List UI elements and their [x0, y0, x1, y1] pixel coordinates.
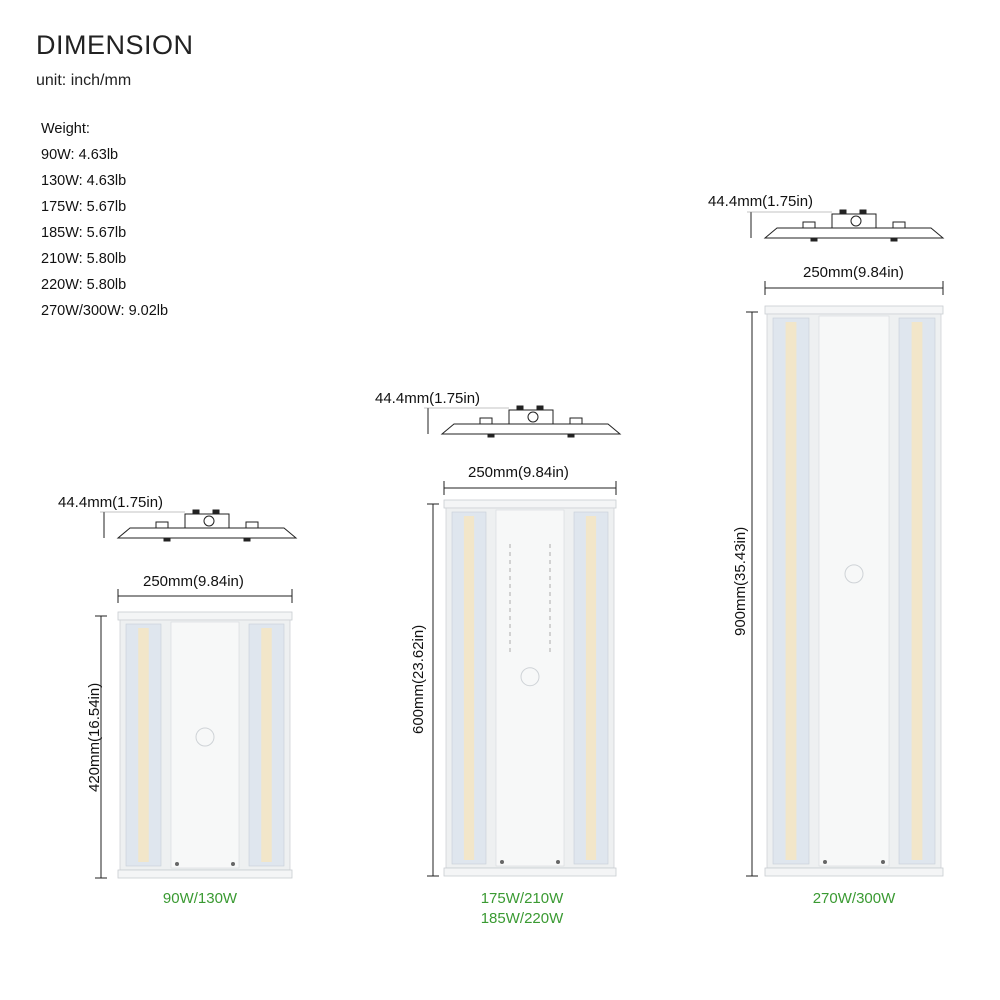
driver-panel: [496, 510, 564, 866]
fixture-1: [95, 510, 296, 878]
fixture-1-width-dim: [118, 589, 292, 603]
weight-item: 90W: 4.63lb: [41, 147, 119, 163]
mount-bracket: [803, 222, 815, 228]
screw-icon: [881, 860, 885, 864]
led-strip: [261, 628, 272, 862]
mount-bracket: [893, 222, 905, 228]
cap: [517, 406, 523, 410]
mount-bracket: [246, 522, 258, 528]
side-profile: [765, 228, 943, 238]
screw-icon: [231, 862, 235, 866]
screw-icon: [175, 862, 179, 866]
fixture-3-length-label: 900mm(35.43in): [732, 526, 749, 636]
screw-icon: [823, 860, 827, 864]
driver-panel: [171, 622, 239, 868]
weight-item: 220W: 5.80lb: [41, 277, 127, 293]
foot: [164, 538, 170, 541]
fixture-2-model-label-2: 185W/220W: [480, 910, 564, 927]
mount-bracket: [480, 418, 492, 424]
fixture-2-height-label: 44.4mm(1.75in): [375, 390, 481, 407]
fixture-2-length-dim: [427, 504, 439, 876]
fixture-2-width-dim: [444, 481, 616, 495]
unit-label: unit: inch/mm: [36, 72, 132, 89]
fixture-2-model-label: 175W/210W: [480, 890, 564, 907]
fixture-1-side-view: [100, 510, 296, 541]
fixture-3-front-view: [765, 306, 943, 876]
weight-item: 130W: 4.63lb: [41, 173, 127, 189]
weight-item: 270W/300W: 9.02lb: [41, 303, 169, 319]
mount-bracket: [156, 522, 168, 528]
top-end-cap: [444, 500, 616, 508]
fixture-1-width-label: 250mm(9.84in): [143, 573, 244, 590]
weight-heading: Weight:: [41, 121, 90, 137]
fixture-1-model-label: 90W/130W: [162, 890, 238, 907]
foot: [811, 238, 817, 241]
side-profile: [118, 528, 296, 538]
cap: [193, 510, 199, 514]
fixture-3-width-label: 250mm(9.84in): [803, 264, 904, 281]
page-title: DIMENSION: [36, 30, 194, 60]
foot: [488, 434, 494, 437]
bottom-end-cap: [118, 870, 292, 878]
fixture-3-width-dim: [765, 281, 943, 295]
fixture-3-side-view: [747, 210, 943, 241]
foot: [244, 538, 250, 541]
screw-icon: [556, 860, 560, 864]
foot: [568, 434, 574, 437]
cap: [840, 210, 846, 214]
led-strip: [786, 322, 797, 860]
fixture-1-front-view: [118, 612, 292, 878]
weight-item: 175W: 5.67lb: [41, 199, 127, 215]
fixture-2-front-view: [444, 500, 616, 876]
led-strip: [464, 516, 474, 860]
bottom-end-cap: [765, 868, 943, 876]
cap: [537, 406, 543, 410]
fixture-3-model-label: 270W/300W: [812, 890, 896, 907]
screw-icon: [500, 860, 504, 864]
fixture-1-length-label: 420mm(16.54in): [86, 682, 103, 792]
led-strip: [586, 516, 596, 860]
led-strip: [912, 322, 923, 860]
fixture-3-height-label: 44.4mm(1.75in): [708, 193, 814, 210]
fixture-1-height-label: 44.4mm(1.75in): [58, 494, 164, 511]
top-end-cap: [118, 612, 292, 620]
fixture-3: [746, 210, 943, 876]
led-strip: [138, 628, 149, 862]
fixture-2-length-label: 600mm(23.62in): [410, 624, 427, 734]
cap: [213, 510, 219, 514]
top-end-cap: [765, 306, 943, 314]
bottom-end-cap: [444, 868, 616, 876]
side-profile: [442, 424, 620, 434]
fixture-2-side-view: [424, 406, 620, 437]
weight-item: 185W: 5.67lb: [41, 225, 127, 241]
driver-panel: [819, 316, 889, 866]
foot: [891, 238, 897, 241]
cap: [860, 210, 866, 214]
fixture-2-width-label: 250mm(9.84in): [468, 464, 569, 481]
mount-bracket: [570, 418, 582, 424]
weight-item: 210W: 5.80lb: [41, 251, 127, 267]
